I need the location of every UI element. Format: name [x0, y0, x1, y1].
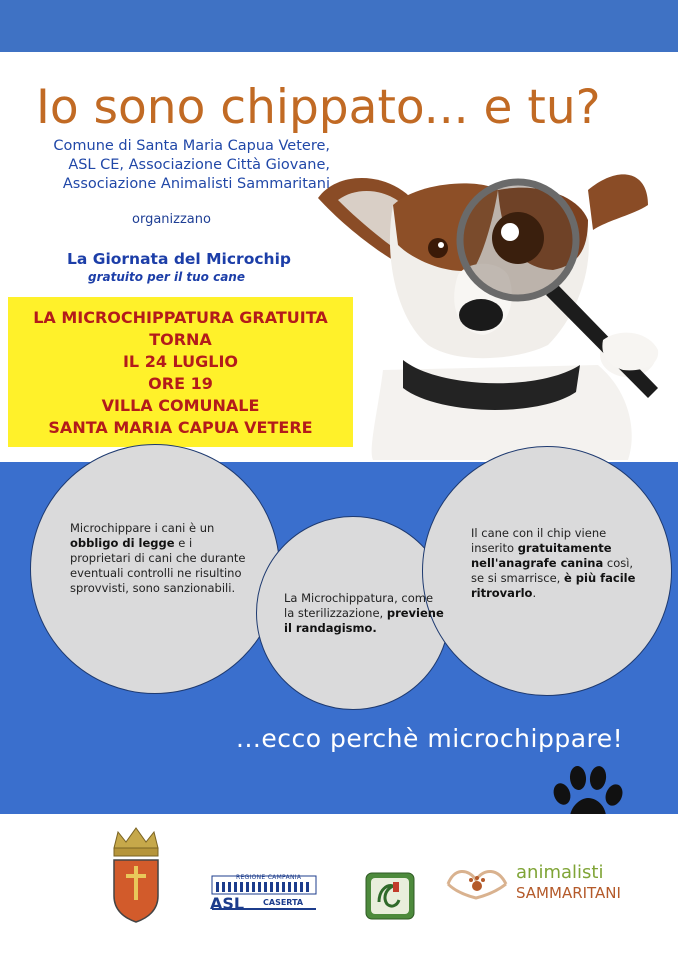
- dog-magnifier-illustration: [298, 160, 678, 460]
- text-run: e i proprietari di cani che durante eventuali controlli ne risultino sprovvisti, sono sanzionabili.: [70, 536, 246, 595]
- organizer-line: ASL CE, Associazione Città Giovane,: [68, 157, 330, 173]
- text-bold: è più facile ritrovarlo: [471, 571, 636, 600]
- circle-text-legal: [70, 521, 248, 596]
- organizzano-text: organizzano: [132, 212, 211, 227]
- announcement-line: VILLA COMUNALE: [101, 396, 260, 415]
- organizer-line: Associazione Animalisti Sammaritani: [62, 176, 330, 192]
- text-run: .: [532, 586, 537, 600]
- organizer-line: Comune di Santa Maria Capua Vetere,: [53, 138, 330, 154]
- poster-headline: Io sono chippato... e tu?: [36, 80, 601, 135]
- organizers-block: [0, 137, 330, 194]
- announcement-line: ORE 19: [148, 374, 213, 393]
- municipal-crest-logo: [108, 826, 164, 924]
- asl-label: ASL: [210, 894, 245, 913]
- asl-sub-label: CASERTA: [263, 898, 304, 907]
- text-bold: previene il randagismo.: [284, 606, 444, 635]
- announcement-line: LA MICROCHIPPATURA GRATUITA: [33, 308, 328, 327]
- citta-giovane-logo: [365, 872, 415, 920]
- event-subtitle: gratuito per il tuo cane: [88, 270, 245, 284]
- top-blue-band: [0, 0, 678, 52]
- announcement-line: IL 24 LUGLIO: [122, 352, 239, 371]
- text-bold: gratuitamente nell'anagrafe canina: [471, 541, 612, 570]
- animalisti-heart-hands-icon: [442, 862, 512, 902]
- text-run: così, se si smarrisce,: [471, 556, 634, 585]
- circle-text-stray: [284, 591, 444, 636]
- animalisti-label: animalisti: [516, 862, 604, 883]
- event-title: La Giornata del Microchip: [67, 250, 291, 268]
- asl-region-label: REGIONE CAMPANIA: [236, 874, 302, 881]
- announcement-line: TORNA: [149, 330, 212, 349]
- announcement-line: SANTA MARIA CAPUA VETERE: [48, 418, 313, 437]
- text-run: Il cane con il chip viene inserito: [471, 526, 607, 555]
- sammaritani-label: SAMMARITANI: [516, 884, 621, 902]
- tagline: ...ecco perchè microchippare!: [236, 724, 624, 753]
- text-bold: obbligo di legge: [70, 536, 175, 550]
- text-run: Microchippare i cani è un: [70, 521, 215, 535]
- circle-text-registry: [471, 526, 641, 601]
- text-run: La Microchippatura, come la sterilizzazione,: [284, 591, 434, 620]
